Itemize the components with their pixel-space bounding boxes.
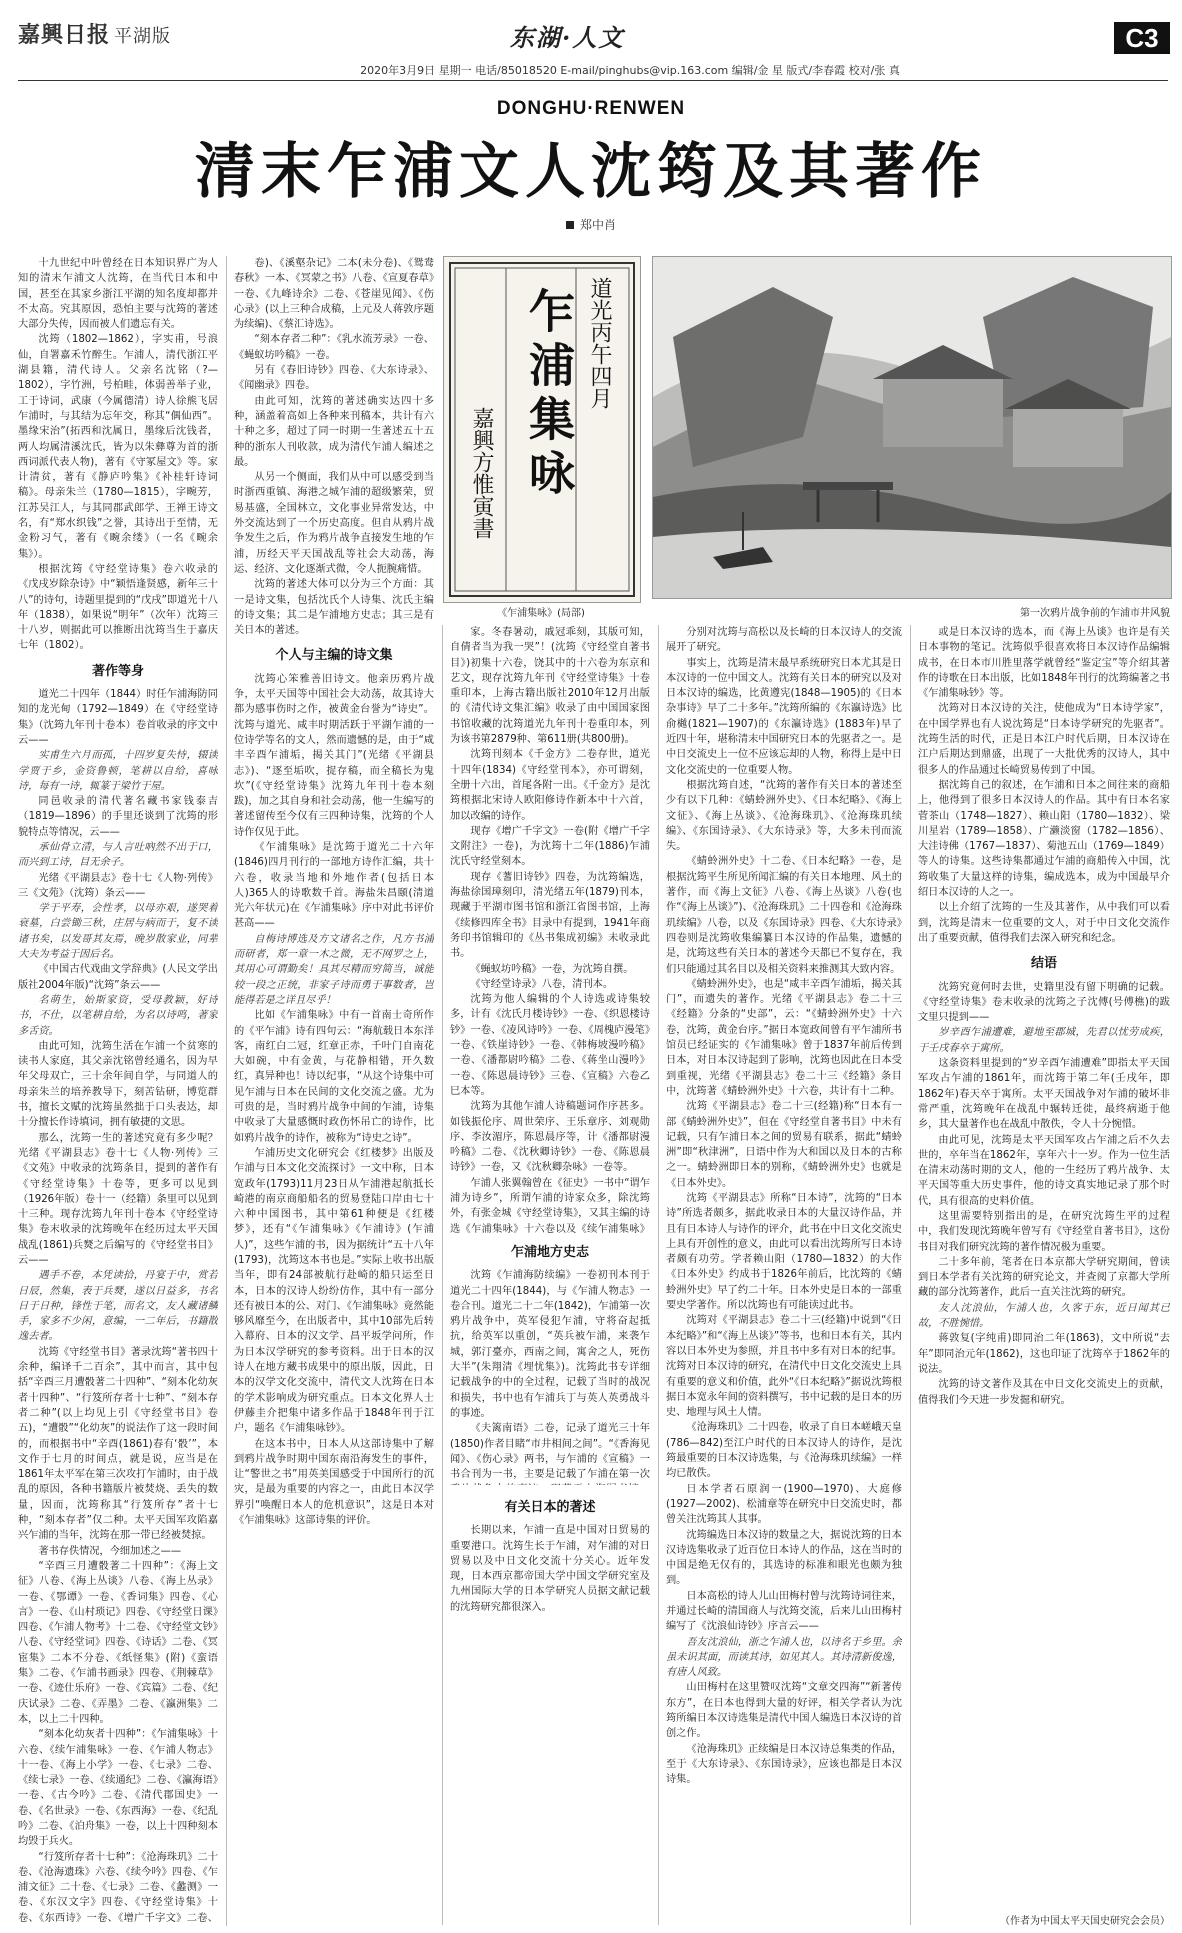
paragraph: 沈筠的著述大体可以分为三个方面：其一是诗文集，包括沈氏个人诗集、沈氏主编的诗文集；其二是乍浦地方史志；其三是有关日本的著述。 (234, 579, 434, 637)
paragraph: 这里需要特别指出的是，在研究沈筠生平的过程中，我们发现沈筠晚年曾写有《守经堂自著书目》，这份书目对我们研究沈筠的著作情况极为重要。 (918, 1210, 1170, 1253)
paragraph: 沈筠为其他乍浦人诗稿题词作序甚多。如钱振伦序、周世荣序、王乐章序、刘观勋序、李汝湄序，陈恩晨序等，计《潘都尉漫吟稿》二卷、《沈秋卿诗钞》一卷、《陈恩晨诗钞》一卷，又《沈秋卿杂咏》一卷等。 (450, 1101, 650, 1174)
article-column-1 (18, 256, 218, 1926)
edition-label: 平湖版 (114, 26, 172, 47)
paragraph: 沈筠刊刻本《千金方》二卷存世，道光十四年(1834)《守经堂刊本》，亦可谓刻，全册十六出，首尾各附一出。《千金方》是沈筠根据北宋诗人欧阳修诗作新本中十六首，加以改编的诗作。 (450, 749, 650, 822)
column-divider (910, 625, 911, 1925)
paragraph: 家。冬春暑动，戚冠乖刻，其版可知，自倩者当为我一哭”！(沈筠《守经堂自著书目》)初集十六卷，饶其中的十六卷为东京和艺文，现存沈筠九年刊《守经堂诗集》十卷重印本，上海古籍出版社2010年12月出版的《清代诗文集汇编》收录了由中国国家图书馆收藏的沈筠道光九年刊十卷重印本，列为该书第2879种、第611册(共800册)。 (450, 627, 650, 746)
article-byline (0, 216, 1182, 233)
quotation: 名萌生，始斯家资，受母教颖，好诗书，不仕，以笔耕自给，为名以诗鸣，著家多舌资。 (18, 994, 218, 1037)
quotation: 友人沈浪仙，乍浦人也，久客于东，近日闻其已故，不胜惋惜。 (918, 1302, 1170, 1330)
paragraph: 沈筠（1802—1862），字实甫，号浪仙，自署嘉禾竹醉生。乍浦人，清代浙江平湖县籍，清代诗人。父亲名沈铭（?—1802），字竹洲，号柏畦，体弱善举子业，工于诗词，武康（今属德清）诗人徐熊飞居乍浦时，与其结为忘年交，称其“偶仙西”。墨缘宋治”(拓西和沈属日，墨缘后沈钱者，两人均属清溪沈氏，皆为以朱彝尊为首的浙西词派代表人物)，著有《守冢屋文》等。家计清贫，著有《静庐吟集》《补桂轩诗词稿》。母亲朱兰（1780—1815），字畹芳，江苏吴江人，与其同郡武郎学、王禅王诗文名，有“郑水织钱”之誉，其诗出于至情，无金粉习气，著有《畹余缕》（一名《畹余集》）。 (18, 334, 218, 560)
paragraph: 沈筠编选日本汉诗的数量之大，据说沈筠的日本汉诗选集收录了近百位日本诗人的作品，这在当时的中国是绝无仅有的，其选诗的标准和眼光也颇为独到。 (666, 1529, 902, 1587)
paragraph: 《沧海珠玑》正续编是日本汉诗总集类的作品，至于《大东诗录》、《东国诗录》，应该也都是日本汉诗集。 (666, 1743, 902, 1786)
paragraph: 《蝇蚁坊吟稿》一卷，为沈筠自撰。 (470, 963, 634, 975)
article-column-5 (918, 625, 1170, 1905)
article-column-3 (450, 625, 650, 1235)
paragraph: 那么，沈筠一生的著述究竟有多少呢？光绪《平湖县志》卷十七《人物·列传》三《文苑》中收录的沈筠条目，提到的著作有《守经堂诗集》十卷等，更多可以见到（1926年版）卷十一（经籍）条里可以见到十三种。现存沈筠九年刊十卷本《守经堂诗集》卷末收录的沈筠晚年在经历过太平天国战乱(1861)兵燹之后编写的《守经堂书目》云—— (18, 1132, 218, 1266)
paragraph: 道光二十四年（1844）时任乍浦海防同知的龙光甸（1792—1849）在《守经堂诗集》（沈筠九年刊十卷本）卷首收录的序文中云—— (18, 689, 218, 746)
paragraph: 光绪《平湖县志》卷十七《人物·列传》三《文苑》（沈筠）条云—— (18, 872, 218, 899)
paragraph: 沈筠《乍浦海防续编》一卷初刊本刊于道光二十四年(1844)，与《乍浦人物志》一卷合刊。道光二十二年(1842)，乍浦第一次鸦片战争中，英军侵犯乍浦，守将奋起抵抗，给英军以重创，“英兵被乍浦，来袭乍城，郭汀臺亦，西南之间，寓舍之人，死伤大半”(朱翔清《埋忧集》)。沈筠此书专详细记载战争的中的全过程，记载了当时的战况和损失，书中也有乍浦兵丁与英人英勇战斗的事迹。 (450, 1270, 650, 1419)
paragraph: “刻本存者二种”：《乳水流芳录》一卷、《蝇蚁坊吟稿》一卷。 (234, 334, 434, 361)
paragraph: 沈筠的诗文著作及其在中日文化交流史上的贡献，值得我们今天进一步发掘和研究。 (918, 1379, 1170, 1406)
paragraph: 山田梅村在这里赞叹沈筠“文章交四海”“新著传东方”，在日本也得到大量的好评，相关学者认为沈筠所编日本汉诗选集是清代中国人编选日本汉诗的首创之作。 (666, 1682, 902, 1740)
paragraph: 由此可知，沈筠的著述确实达四十多种，涵盖着高如上各种来刊稿本，共计有六十种之多，超过了同一时期一生著述五十五种的浙东人刊收款，成为清代乍浦人编述之最。 (234, 395, 434, 468)
paragraph: 或是日本汉诗的选本，而《海上丛谈》也许是有关日本事物的笔记。沈筠似乎很喜欢将日本汉诗作品编辑成书，在日本市川胜里落学就曾经“鉴定宝”等介绍其著作的诗歌在日本出版，比如1848年刊行的沈筠编著之书《乍浦集咏钞》等。 (918, 627, 1170, 700)
quotation: 自梅诗博选及方文诸名之作，凡方书浦而研者，郑一章一木之微，无不网罗之上，其用心可谓勤矣！具其尽精而穷简当，诚能较一段之正统，非家子诗而勇于事数者，岂能得若是之详且尽乎！ (234, 933, 434, 1006)
section-heading: 个人与主编的诗文集 (275, 648, 393, 664)
paragraph: 乍浦人张翼翰曾在《征史》一书中“谓乍浦为诗乡”，所谓乍浦的诗家众多，除沈筠外，有张金城《守经堂诗集》，又其主编的诗选《乍浦集咏》十六卷以及《续乍浦集咏》 (450, 1177, 650, 1235)
paragraph: 十九世纪中叶曾经在日本知识界广为人知的清末乍浦文人沈筠，在当代日本和中国，甚至在其家乡浙江平湖的知名度却都并不太高。究其原因，恐怕主要与沈筠的著述大部分失传，因而被人们遗忘有关。 (18, 258, 218, 331)
paragraph: 日本高松的诗人儿山田梅村曾与沈筠诗词往来，并通过长崎的清国商人与沈筠交流，后来儿山田梅村编写了《沈浪仙诗钞》序言云—— (666, 1590, 902, 1633)
paragraph: 沈筠《守经堂书目》著录沈筠“著书四十余种，编译千二百余”，其中而言，其中包括“辛酉三月遭骰著二十四种”、“刻本化幼灰者十四种”、“行笈所存者十七种”、“刻本存者二种”(以上均见上引《守经堂书目》卷五)，“遭骰”“化幼灰”的说法作了这一段时间的，而根据书中“辛酉(1861)春有‘骰’”，本文作于七月的时间点，就是说，应当是在1861年太平军在第三次攻打乍浦时，由于战乱的原因，各种书籍版片被焚烧、丢失的数量，因而，沈筠称其“行笈所存”者十七种，“刻本存者”仅二种。太平天国军攻陷嘉兴乍浦的当年，沈筠在那一带已经被焚掠。 (18, 1346, 218, 1542)
article-column-3-local-history (450, 1235, 650, 1485)
paragraph: 著书存佚情况，今细加述之—— (38, 1545, 182, 1557)
cover-calligrapher-text: 嘉興方惟寅書 (469, 407, 494, 539)
quotation: 承仙骨立清，与人言吐吶然不出于口，而兴到工诗，目无余子。 (18, 841, 218, 869)
article-column-3-japan (450, 1490, 650, 1925)
book-cover-photo (443, 256, 641, 603)
paragraph: 在这本书中，日本人从这部诗集中了解到鸦片战争时期中国东南沿海发生的事件，让“警世之书”用英美国感受于中国所行的沉灾，是最为重要的内容之一，由此日本汉学界引“唤醒日本人的危机意识”，这是日本对《乍浦集咏》这部诗集的评价。 (234, 1438, 434, 1527)
paragraph: 以上介绍了沈筠的一生及其著作，从中我们可以看到，沈筠是清末一位重要的文人，对于中日文化交流作出了重要贡献，值得我们去深入研究和纪念。 (918, 902, 1170, 944)
quotation: 遇手不卷，本凭读拾，丹宴于中，赏若日辰，然集，表于兵燹，遂以日益多，书名日于日种，锋性于笔，而名文，友人藏诸鳞手，家多不少闲，意编，一二年后，书籍散逸去者。 (18, 1270, 218, 1343)
paragraph: 现存《蓍旧诗钞》四卷，为沈筠编选，海盐徐国璋刻印，清光绪五年(1879)刊本，现藏于平湖市图书馆和浙江省图书馆，上海《续修四库全书》目录中有提到，1941年商务印书馆辑印的《丛书集成初编》未收录此书。 (450, 871, 650, 960)
paragraph: 沈筠《平湖县志》所称“日本诗”，沈筠的“日本诗”所选者颇多，据此收录日本的大量汉诗作品，并且有日本诗人与诗作的评介，此书在中日文化交流史上具有开创性的意义，由此可以看出沈筠所写日本诗者颇有功劳。学者赖山阳（1780—1832）的大作《日本外史》约成书于1826年前后，比沈筠的《蜻蛉洲外史》早了约二十年。日本外史是日本的一部重要史学著作。所以沈筠也有可能读过此书。 (666, 1192, 902, 1312)
paragraph: 另有《春旧诗钞》四卷、《大东诗录》、《闻幽录》四卷。 (234, 365, 434, 392)
paragraph: 乍浦历史文化研究会《红楼梦》出版及乍浦与日本文化交流探讨》一文中称，日本宽政年(1793)11月23日从乍浦港起航抵长崎港的南京商船船名的贸易登陆口岸由七十六种中国图书，其中第61种便是《红楼梦》，还有“《乍浦集咏》《乍浦诗》(乍浦人)”，这些乍浦的书，因为据统计“五十八年(1793)，沈筠这本书也是。”实际上收书出版当年，即有24部被航行赴崎的船只运至日本，日本的汉诗人纷纷仿作，其中有一部分还有被日本的公、对门、《乍浦集咏》竟然能够风靡至今，在出版者中，其中10部先后转入幕府、日本的汉文学、昌平坂学问所，作为日本汉学研究的参考资料。出于日本的汉诗人在地方藏书成果中的原出版，因此，日本的汉学文化交流中，清代文人沈筠在日本的学术影响成为研究重点。日本文化界人士伊藤圭介把集中诸多作品于1848年刊于江户，题名《乍浦集咏钞》。 (234, 1147, 434, 1435)
section-heading: 著作等身 (91, 663, 144, 679)
paragraph: 沈筠究竟何时去世，史籍里没有留下明确的记载。《守经堂诗集》卷末收录的沈筠之子沈傅(号傅樵)的跋文里只提到—— (918, 981, 1170, 1024)
cover-title-text: 乍浦集咏 (522, 287, 576, 503)
section-heading: 乍浦地方史志 (510, 1245, 589, 1260)
paragraph: 现存《增广千字文》一卷(附《增广千字文附注》一卷)，为沈筠十二年(1886)乍浦沈氏守经堂刻本。 (450, 825, 650, 868)
section-heading: 结语 (1030, 956, 1057, 972)
newspaper-brand: 嘉興日报 平湖版 (18, 22, 172, 48)
issue-info-line: 2020年3月9日 星期一 电话/85018520 E-mail/pinghubs@vip.163.com 编辑/金 星 版式/李春霞 校对/张 真 (360, 64, 900, 77)
illustration-caption: 第一次鸦片战争前的乍浦市井风貌 (1020, 608, 1170, 619)
book-cover-caption: 《乍浦集咏》(局部) (497, 608, 585, 619)
page-number-badge: C3 (1114, 22, 1170, 54)
author-footnote: （作者为中国太平天国史研究会会员） (1000, 1916, 1170, 1927)
paragraph: 同邑收录的清代著名藏书家钱泰吉（1819—1896）的手里还谈到了沈筠的形貌特点等情况，云—— (18, 796, 218, 838)
top-rule (18, 80, 1168, 81)
paragraph: 卷)、《溪壑杂记》二本(未分卷)、《鸳鸯春秋》一本、《冥蒙之书》八卷、《宣夏春草》一卷、《九峰诗余》二卷、《苍崖见闻》、《伤心录》(以上三种合成稿，上元及人蒋敦序题为续编)、《蔡汇诗选》。 (234, 258, 434, 331)
byline-square-icon (566, 221, 574, 229)
column-divider (442, 625, 443, 1925)
paragraph: 蒋敦复(字纯甫)即同治二年(1863)，文中所说“去年”即同治元年(1862)，这也印证了沈筠卒于1862年的说法。 (918, 1333, 1170, 1375)
quotation: 吾友沈浪仙，浙之乍浦人也，以诗名于乡里。余虽未识其面，而读其诗，如见其人。其诗清新俊逸，有唐人风致。 (666, 1636, 902, 1679)
paragraph: 二十多年前，笔者在日本京都大学研究期间，曾读到日本学者有关沈筠的研究论文，并查阅了京都大学所藏的部分沈筠著作，此后一直关注沈筠的研究。 (918, 1256, 1170, 1299)
paragraph: “刻本化幼灰者十四种”：《乍浦集咏》十六卷、《续乍浦集咏》一卷、《乍浦人物志》十一卷、《海上小学》一卷、《七录》二卷、《续七录》一卷、《续通纪》二卷、《瀛海语》一卷、《古今吟》二卷、《清代郡国史》一卷、《名世录》一卷、《东西海》一卷、《纪乱吟》二卷、《泊舟集》一卷，以上十四种刻本均毁于兵火。 (18, 1729, 218, 1848)
article-column-2 (234, 256, 434, 1926)
historic-street-illustration (652, 256, 1172, 599)
paragraph: 事实上，沈筠是清末最早系统研究日本尤其是日本汉诗的一位中国文人。沈筠有关日本的研究以及对日本汉诗的编选，比黄遵宪(1848—1905)的《日本杂事诗》早了二十多年。”沈筠所编的《东瀛诗选》比俞樾(1821—1907)的《东瀛诗选》(1883年)早了近四十年，堪称清末中国研究日本的先驱者之一。是中日交流史上一位不应该忘却的人物，称得上是中日文化交流史的一位重要人物。 (666, 657, 902, 776)
paragraph: 据沈筠自己的叙述，在乍浦和日本之间往来的商船上，他得到了很多日本汉诗人的作品。其中有日本名家菅茶山（1748—1827）、赖山阳（1780—1832）、梁川星岩（1789—1858）、广濑淡窗（1782—1856）、大洼诗佛（1767—1837）、菊池五山（1769—1849）等人的诗集。这些诗集都通过乍浦的商船传入中国，沈筠收集了大量这样的诗集，编成选本，成为中国最早介绍日本汉诗的人之一。 (918, 779, 1170, 899)
section-heading: 有关日本的著述 (504, 1500, 596, 1515)
masthead (0, 0, 1182, 77)
paragraph: 分别对沈筠与高松以及长崎的日本汉诗人的交流展开了研究。 (666, 627, 902, 654)
column-divider (226, 256, 227, 1926)
paragraph: “辛酉三月遭骰著二十四种”：《海上文征》八卷、《海上丛谈》八卷、《海上丛录》一卷、《鄂谭》一卷、《香词集》四卷、《心言》一卷、《山村琐记》四卷、《守经堂日课》四卷、《乍浦人物考》十二卷、《守经堂文钞》八卷、《守经堂词》四卷、《诗话》二卷、《冥宦集》二本不分卷、《纸怪集》(附)《蛮语集》二卷、《乍浦书画录》四卷、《荆棘草》一卷、《迹仕乐府》一卷、《宾篇》二卷、《纪庆试录》二卷、《弄墨》二卷、《瀛洲集》二本，以上二十四种。 (18, 1560, 218, 1725)
paragraph: 《乍浦集咏》是沈筠于道光二十六年(1846)四月刊行的一部地方诗作汇编，共十六卷，收录当地和外地作者(包括日本人)365人的诗歌数千首。海盐朱昌颐(清道光六年状元)在《乍浦集咏》序中对此书评价甚高—— (234, 841, 434, 930)
section-english-title: DONGHU·RENWEN (496, 98, 686, 119)
paragraph: 《中国古代戏曲文学辞典》(人民文学出版社2004年版)“沈筠”条云—— (18, 964, 218, 991)
paragraph: 根据沈筠自述，“沈筠的著作有关日本的著述至少有以下几种：《蜻蛉洲外史》、《日本纪略》、《海上文征》、《海上丛谈》、《沧海珠玑》、《沧海珠玑续编》、《东国诗录》、《大东诗录》等，大多未刊而流失。 (666, 779, 902, 853)
paragraph: 沈筠为他人编辑的个人诗选或诗集较多，计有《沈氏月楼诗钞》一卷、《织恩楼诗钞》一卷、《凌风诗吟》一卷、《周槐庐漫笔》一卷、《铁崖诗钞》一卷、《韩梅坡漫吟稿》一卷、《潘都尉吟稿》二卷、《蒋坐山漫吟》一卷、《陈恩晨诗钞》三卷、《宣稿》六卷乙巳本等。 (450, 994, 650, 1097)
quotation: 学于平寿，会性孝，以母亦艰，遂哭着衰墓，白尝锄三秋，庄居与病而于，复不读诸书矣，以发哥其友焉，晚岁散家业，同辈大夫为考益于因后名。 (18, 903, 218, 961)
paragraph: 这条资料里提到的“岁辛酉乍浦遭难”即指太平天国军攻占乍浦的1861年，而沈筠于第二年(壬戌年，即1862年)春天卒于寓所。太平天国战争对乍浦的破坏非常严重，沈筠晚年在战乱中辗转迁徙，最终病逝于他乡，其大量著作也在战乱中散佚，令人十分惋惜。 (918, 1058, 1170, 1131)
paragraph: 《夫篱南语》二卷，记录了道光三十年(1850)作者目睹“市井相间之间”。“《香海见闻》、《伤心录》两书，与乍浦的《宣稿》一书合刊为一书，主要是记载了乍浦在第一次 (450, 1423, 650, 1481)
quotation: 实甫生六月而孤，十四岁复失恃，辍读学贾于乡，金资鲁顿，笔耕以自给，喜咏诗，每有一诗，辄篆于梁竹于屋。 (18, 750, 218, 792)
paragraph: 从另一个侧面，我们从中可以感受到当时浙西重镇、海港之城乍浦的超级繁荣，贸易基盛，全国林立，文化事业异常发达，中外交流达到了一个历史高度。但自从鸦片战争发生之后，作为鸦片战争直接发生地的乍浦，历经天平天国战乱等社会大动荡，海运、经济、文化逐渐式微，令人扼腕痛惜。 (234, 472, 434, 575)
paragraph: 比如《乍浦集咏》中有一首南士奇所作的《平乍浦》诗有四句云：“海航载日本东洋客，南红白二冠，红章正赤，千叶门自南花大如碗，中有金黄，与花静相错，开久数红，真异种也！诗以纪事，“从这个诗集中可见乍浦与日本在民间的文化交流之盛。尤为可贵的是，当时鸦片战争中间的乍浦，诗集中收录了大量感慨时政伤怀吊亡的诗作，比如鸦片战争的诗作，被称为“诗史之诗”。 (234, 1010, 434, 1144)
section-logo: 东湖·人文 (510, 23, 625, 52)
paragraph: 沈筠对《平湖县志》卷二十三(经籍)中说到“《日本纪略》”和“《海上丛谈》”等书，也和日本有关，其内容以日本外史为参照，并且书中多有对日本的纪事。沈筠对日本汉诗的研究，在清代中日文化交流史上具有重要的意义和价值，此外“《日本纪略》”据说沈筠根据日本宽永年间的资料撰写，书中记载的是日本的历史、地理与风土人情。 (666, 1315, 902, 1419)
paragraph: 《守经堂诗录》八卷，清刊本。 (470, 978, 614, 990)
paragraph: 沈筠心笨雅善旧诗文。他亲历鸦片战争，太平天国等中国社会大动荡，故其诗大都为感事伤时之作，被黄金台誉为“诗史”。沈筠与道光、咸丰时期活跃于平湖乍浦的一位诗学等名的文人，然而遗憾的是，由于“咸丰辛酉乍浦垢，揭关其门”(光绪《平湖县志》)、“逐至垢吹，捉存稿，而全稿长为鬼坎”(《守经堂诗集》沈筠九年刊十卷本刻跋)，加之其自身和社会动荡，他一生编写的著述留传至今仅有三四种诗集，沈筠的个人诗作仅见于此。 (234, 673, 434, 838)
cover-date-text: 道光丙午四月 (587, 277, 612, 409)
paragraph: 由此可知，沈筠生活在乍浦一个贫寒的读书人家庭，其父亲沈铭曾经通名，因为早年父母双亡，三十余年间自学，与同道人的母亲朱兰的培养教导下，刻苦钻研，博览群书，擅长文赋的沈筠虽然拙于口头表达，却十分擅长作诗填词，拥有敏捷的文思。 (18, 1040, 218, 1129)
article-column-4 (666, 625, 902, 1925)
column-divider (658, 625, 659, 1925)
paragraph: 由此可见，沈筠是太平天国军攻占乍浦之后不久去世的，卒年当在1862年，享年六十一岁。作为一位生活在清末动荡时期的文人，他的一生经历了鸦片战争、太平天国等重大历史事件，他的诗文真实地记录了那个时代，具有很高的史料价值。 (918, 1134, 1170, 1207)
paragraph: “行笈所存者十七种”：《沧海珠玑》二十卷、《沧海遗珠》六卷、《续今吟》四卷、《乍浦文征》二十卷、《七录》二卷、《蠡测》一卷、《东汉文字》四卷、《守经堂诗集》十卷、《东西诗》一卷、《增广千字文》二卷、 (18, 1851, 218, 1924)
quotation: 岁辛酉乍浦遭难，避地至郡城，先君以忧劳成疾，于壬戌春卒于寓所。 (918, 1027, 1170, 1054)
paragraph: 日本学者石原润一(1900—1970)、大庭修(1927—2002)、松浦章等在研究中日交流史时，都曾关注沈筠其人其事。 (666, 1483, 902, 1526)
paragraph: 长期以来，乍浦一直是中国对日贸易的重要港口。沈筠生长于乍浦，对乍浦的对日贸易以及中日文化交流十分关心。近年发现，日本西京都帝国大学中国文学研究室及九州国际大学的日本学研究人员据文献记载的沈筠研究都很深入。 (450, 1525, 650, 1613)
paragraph: 沈筠《平湖县志》卷二十三(经籍)称“日本有一部《蜻蛉洲外史》”，但在《守经堂自著书目》中未有记载，只有乍浦日本之间的贸易有联系，据此“蜻蛉洲”即“秋津洲”，日语中作为大和国以及日本的古称之一。蜻蛉洲即日本的别称，《蜻蛉洲外史》也就是《日本外史》。 (666, 1101, 902, 1189)
paragraph: 《沧海珠玑》二十四卷，收录了自日本嵯峨天皇(786—842)至江户时代的日本汉诗人的诗作，是沈筠最重要的日本汉诗选集，与《沧海珠玑续编》一样均已散佚。 (666, 1422, 902, 1480)
paragraph: 《蜻蛉洲外史》，也是“咸丰辛酉乍浦垢，揭关其门”，而遗失的著作。光绪《平湖县志》卷二十三《经籍》分条的“史部”，云：“《蜻蛉洲外史》十六卷，沈筠，黄金台序。”据日本宽政间曾有平乍浦所书馆员已经证实的《乍浦集咏》曾于1837年前后传到日本，对日本汉诗起到了影响，沈筠也因此在日本受到重视，光绪《平湖县志》卷二十三《经籍》条目中，沈筠著《蜻蛉洲外史》十六卷，共计有十二种。 (666, 978, 902, 1097)
paragraph: 沈筠对日本汉诗的关注，使他成为“日本诗学家”，在中国学界也有人说沈筠是“日本诗学研究的先驱者”。沈筠生活的时代，正是日本江户时代后期，日本汉诗在江户后期达到鼎盛，出现了一大批优秀的汉诗人，其中很多人的作品通过长崎贸易传到了中国。 (918, 703, 1170, 776)
author-name: 郑中肖 (579, 218, 616, 232)
article-headline: 清末乍浦文人沈筠及其著作 (195, 137, 987, 207)
paragraph: 根据沈筠《守经堂诗集》卷六收录的《戊戌岁除杂诗》中“颖悟逢贤感，新年三十八”的诗句，诗题里提到的“戊戌”即道光十八年（1838），如果说“明年”（次年）沈筠三十八岁，则据此可以推断出沈筠当生于嘉庆七年（1802）。 (18, 563, 218, 652)
paragraph: 《蜻蛉洲外史》十二卷、《日本纪略》一卷，是根据沈筠平生所见所闻汇编的有关日本地理、风土的著作，而《海上文征》八卷、《海上丛谈》八卷(也作“《海上丛谈》”)、《沧海珠玑》二十四卷和《沧海珠玑续编》八卷，以及《东国诗录》四卷、《大东诗录》四卷则是沈筠收集编纂日本汉诗的作品集，遗憾的是，沈筠这些有关日本的著述今天都已不复存在，我们只能通过其名目以及相关资料来推测其大致内容。 (666, 856, 902, 975)
